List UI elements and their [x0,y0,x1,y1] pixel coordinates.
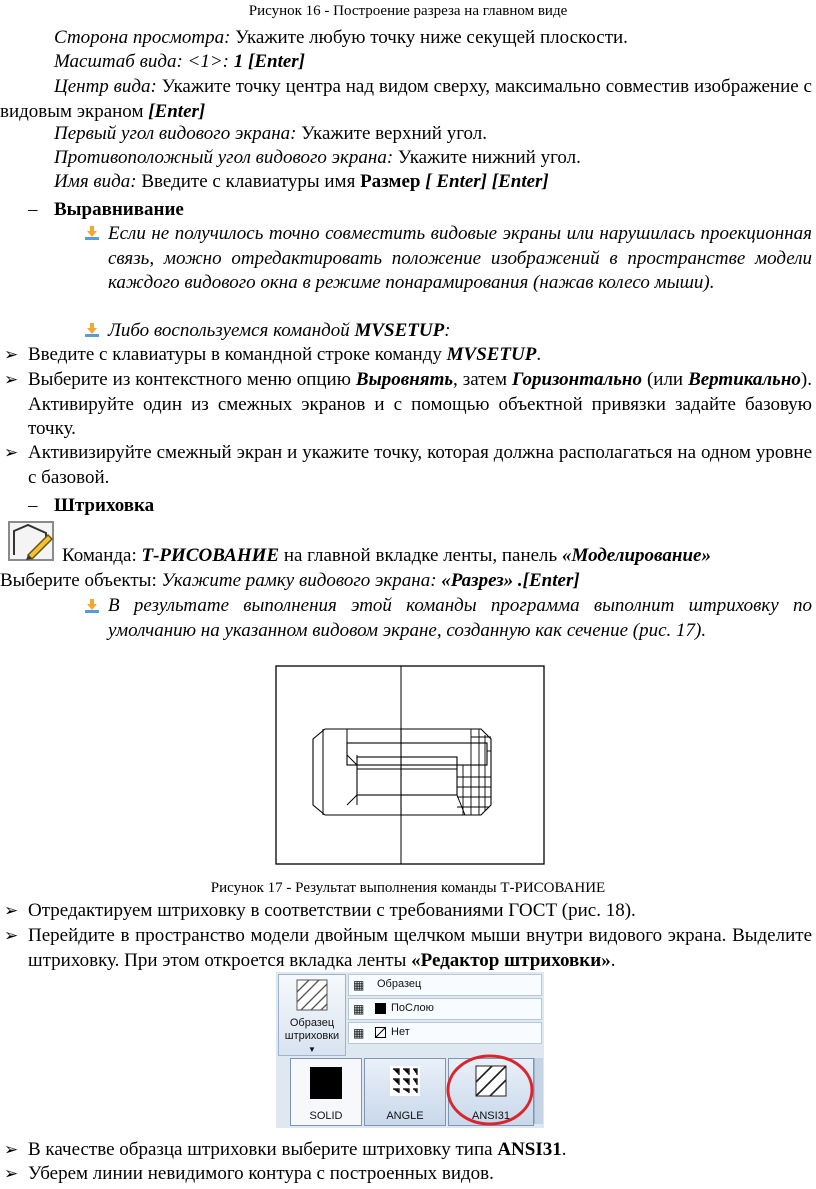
chevron-bullet-icon: ➢ [4,345,19,365]
value: 1 [Enter] [229,51,305,72]
line-view-scale [54,50,816,74]
arrow-down-icon [84,225,100,241]
edit-bullet-2 [28,924,812,973]
hatch-command-line [62,544,816,568]
panel: «Моделирование» [561,545,711,566]
label: Первый угол видового экрана: [54,123,297,144]
hatch-pattern-label: Образец штриховки ▼ [279,1017,345,1056]
text: Выберите объекты: [0,570,162,591]
cmd: MVSETUP [354,320,445,341]
text: Либо воспользуемся командой [108,320,355,341]
grid-icon: ▦ [353,1002,365,1016]
label: Сторона просмотра: [54,27,231,48]
section-title-align: Выравнивание [54,199,184,220]
align-bullet-2 [28,368,812,442]
text: на главной вкладке ленты, панель [279,545,562,566]
value: «Разрез» .[Enter] [441,570,580,591]
text: Команда: [62,545,142,566]
edit-bullet-3 [28,1138,816,1162]
dash-bullet: – [28,495,38,516]
text: Укажите любую точку ниже секущей плоскости. [230,27,628,48]
text: Укажите рамку видового экрана: [161,570,442,591]
end: : [444,320,451,341]
text: ). Активируйте один из смежных экранов и с помощью объектной привязки задайте базовую точку. [28,369,812,439]
cmd: MVSETUP [446,344,537,365]
edit-bullet-1: Отредактируем штриховку в соответствии с требованиями ГОСТ (рис. 18). [28,900,636,921]
pattern-row-label: Образец [377,978,422,990]
text: Введите с клавиатуры имя [136,171,361,192]
text: Выберите из контекстного меню опцию [28,369,356,390]
figure-17-caption: Рисунок 17 - Результат выполнения команды Т-РИСОВАНИЕ [210,880,606,896]
none-swatch-icon [375,1027,386,1038]
text: , затем [453,369,512,390]
hatch-tool-icon [8,521,54,561]
note-text: В результате выполнения этой команды программа выполнит штриховку по умолчанию на указанном видовом экране, созданную как сечение (рис. 17). [108,595,812,641]
option: Выровнять [355,369,454,390]
text: (или [641,369,689,390]
figure-16-caption: Рисунок 16 - Построение разреза на главном виде [248,3,568,19]
text: Укажите нижний угол. [393,147,581,168]
end: . [536,344,542,365]
option: Вертикально [688,369,801,390]
text: Укажите точку центра над видом сверху, максимально совместив изображение с видовым экраном [0,76,812,122]
text: Введите с клавиатуры в командной строке команду [28,344,447,365]
chevron-bullet-icon: ➢ [4,926,19,946]
dash-bullet: – [28,199,38,220]
color-row-label: ПоСлою [391,1002,434,1014]
background-row[interactable] [348,1022,542,1044]
end: . [561,1139,567,1160]
text: Перейдите в пространство модели двойным щелчком мыши внутри видового экрана. Выделите штриховку. При этом откроется вкладка ленты [28,925,812,971]
option: Горизонтально [511,369,642,390]
line-first-corner [54,122,816,146]
chevron-bullet-icon: ➢ [4,443,19,463]
note-text: Если не получилось точно совместить видовые экраны или нарушилась проекционная связь, можно отредактировать положение изображений в пространстве модели каждого видового окна в режиме понарамирования (нажав колесо мыши). [108,223,812,293]
pattern-name: ANSI31 [497,1139,562,1160]
figure-17-drawing [275,665,545,865]
enter: [ Enter] [Enter] [420,171,549,192]
label: Масштаб вида: <1>: [54,51,229,72]
hatch-pattern-button[interactable] [278,974,346,1056]
grid-icon: ▦ [353,1026,365,1040]
swatch-angle[interactable]: ANGLE [364,1058,446,1126]
pattern-row[interactable] [348,974,542,996]
align-note-2 [108,319,816,343]
swatch-ansi31[interactable]: ANSI31 [448,1058,534,1126]
edit-bullet-4: Уберем линии невидимого контура с построенных видов. [28,1163,494,1184]
angle-pattern-icon [389,1065,421,1097]
chevron-bullet-icon: ➢ [4,901,19,921]
solid-fill-icon [310,1067,342,1099]
align-bullet-3: Активизируйте смежный экран и укажите точку, которая должна располагаться на одном уровне с базовой. [28,442,812,488]
label: Центр вида: [54,76,157,97]
hatch-note [108,594,812,643]
line-view-center [0,75,812,124]
color-row[interactable] [348,998,542,1020]
selection-highlight-circle [444,1052,536,1128]
text: Укажите верхний угол. [296,123,488,144]
name-value: Размер [360,171,421,192]
chevron-bullet-icon: ➢ [4,1140,19,1160]
background-row-label: Нет [391,1026,410,1038]
hatch-editor-ribbon [276,972,544,1128]
align-note-1 [108,222,812,296]
arrow-down-icon [84,322,100,338]
end: . [610,949,616,971]
hatch-pattern-icon [296,979,328,1011]
line-view-name [54,170,816,194]
line-view-side [54,26,816,50]
hatch-select-line [0,569,816,593]
color-swatch [375,1003,386,1014]
label: Противоположный угол видового экрана: [54,147,394,168]
section-title-hatch: Штриховка [54,495,155,516]
chevron-bullet-icon: ➢ [4,1164,19,1184]
chevron-bullet-icon: ➢ [4,370,19,390]
enter: [Enter] [148,100,206,122]
dropdown-arrow-icon: ▼ [308,1045,316,1054]
label: Имя вида: [54,171,137,192]
align-bullet-1 [28,343,816,367]
text: В качестве образца штриховки выберите штриховку типа [28,1139,498,1160]
line-opposite-corner [54,146,816,170]
tab-name: «Редактор штриховки» [411,949,611,971]
grid-icon: ▦ [353,978,365,992]
arrow-down-icon [84,598,100,614]
swatch-solid[interactable]: SOLID [290,1058,362,1126]
cmd: Т-РИСОВАНИЕ [141,545,280,566]
